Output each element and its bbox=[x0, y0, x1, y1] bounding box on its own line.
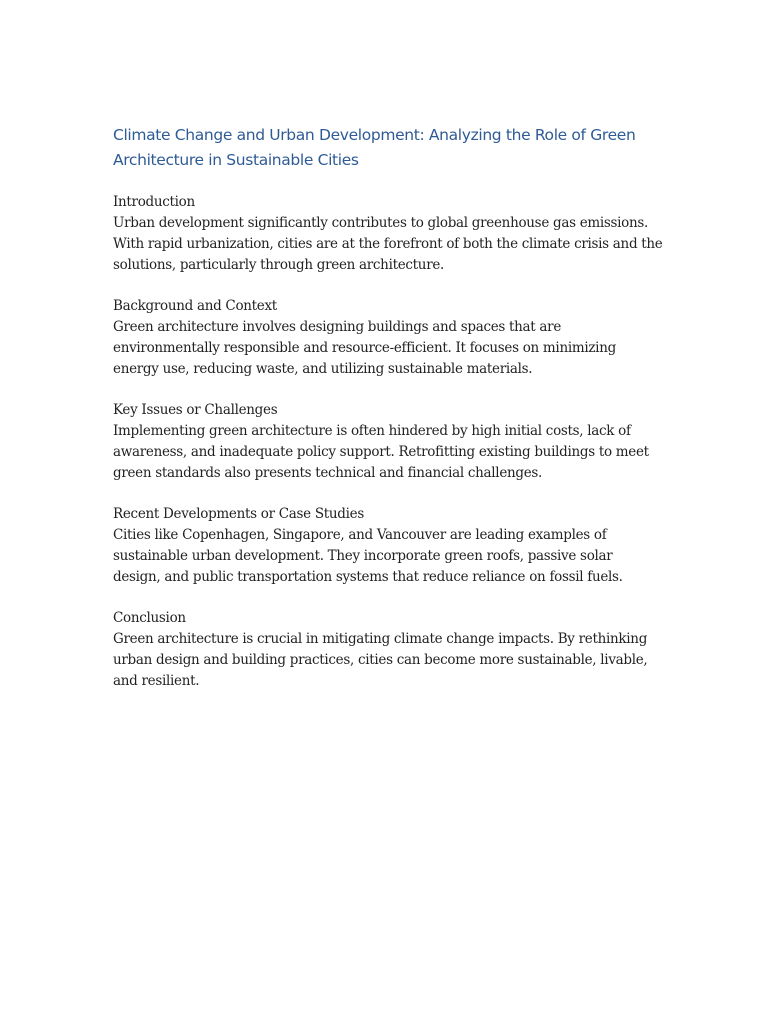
document-title: Climate Change and Urban Development: Analyzing the Role of Green Architecture in Sustainable Cities bbox=[113, 126, 636, 169]
section-heading: Introduction bbox=[113, 194, 195, 210]
section-heading: Recent Developments or Case Studies bbox=[113, 506, 364, 522]
document-content bbox=[113, 123, 663, 712]
section-body: Implementing green architecture is often hindered by high initial costs, lack of awareness, and inadequate policy support. Retrofitting existing buildings to meet green standards also presents technical and financial challenges. bbox=[113, 423, 649, 481]
section-body: Cities like Copenhagen, Singapore, and Vancouver are leading examples of sustainable urban development. They incorporate green roofs, passive solar design, and public transportation systems that reduce reliance on fossil fuels. bbox=[113, 527, 623, 585]
section-heading: Key Issues or Challenges bbox=[113, 402, 278, 418]
section-recent-developments bbox=[113, 504, 663, 588]
section-heading: Background and Context bbox=[113, 298, 277, 314]
section-conclusion bbox=[113, 608, 663, 692]
section-key-issues bbox=[113, 400, 663, 484]
section-heading: Conclusion bbox=[113, 610, 186, 626]
section-introduction bbox=[113, 192, 663, 276]
section-background-and-context bbox=[113, 296, 663, 380]
section-body: Green architecture is crucial in mitigating climate change impacts. By rethinking urban design and building practices, cities can become more sustainable, livable, and resilient. bbox=[113, 631, 648, 689]
section-body: Urban development significantly contributes to global greenhouse gas emissions. With rapid urbanization, cities are at the forefront of both the climate crisis and the solutions, particularly through green architecture. bbox=[113, 215, 663, 273]
section-body: Green architecture involves designing buildings and spaces that are environmentally responsible and resource-efficient. It focuses on minimizing energy use, reducing waste, and utilizing sustainable materials. bbox=[113, 319, 616, 377]
